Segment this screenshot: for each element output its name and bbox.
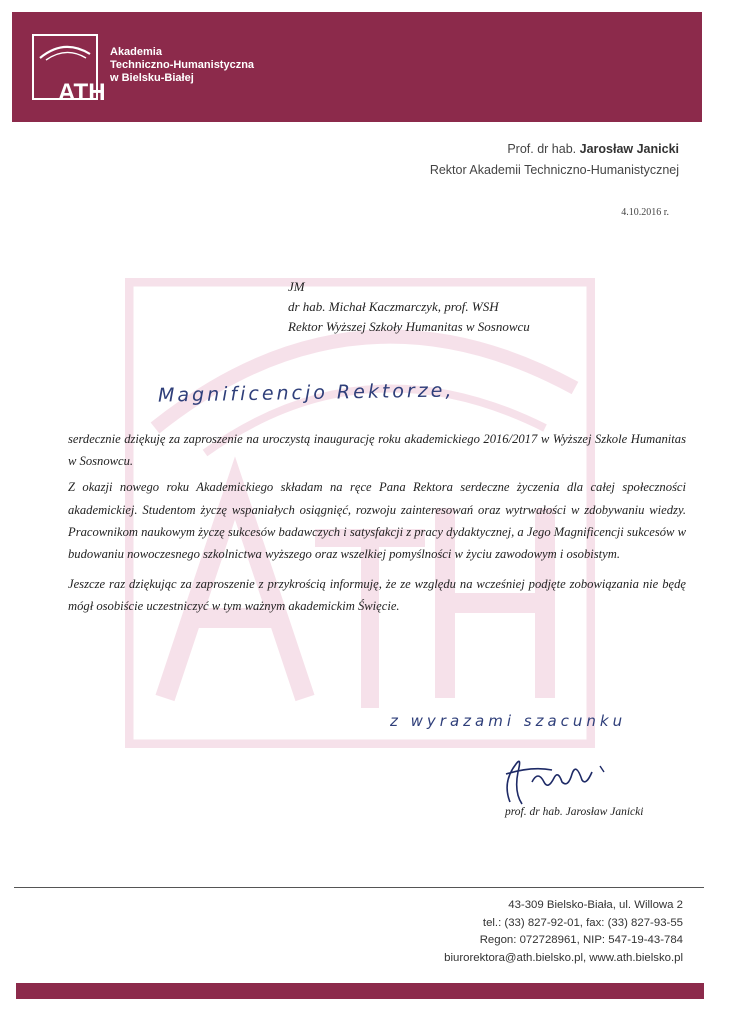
sender-title: Prof. dr hab. bbox=[507, 142, 577, 156]
recipient-line-1: JM bbox=[288, 279, 305, 294]
signature-name: prof. dr hab. Jarosław Janicki bbox=[505, 806, 644, 818]
handwritten-signature bbox=[492, 752, 622, 812]
handwritten-closing: z wyrazami szacunku bbox=[390, 712, 627, 730]
paragraph-3: Jeszcze raz dziękując za zaproszenie z przykrością informuję, że ze względu na wcześniej podjęte zobowiązania nie będę mógł osobiście uczestniczyć w tym ważnym akademickim Święcie. bbox=[68, 577, 686, 614]
footer-email-web: biurorektora@ath.bielsko.pl, www.ath.bielsko.pl bbox=[444, 951, 683, 964]
footer-phone: tel.: (33) 827-92-01, fax: (33) 827-93-55 bbox=[482, 916, 683, 929]
organization-name bbox=[110, 46, 254, 85]
letterhead-band bbox=[12, 12, 702, 122]
footer-divider bbox=[14, 887, 704, 888]
footer-address: 43-309 Bielsko-Biała, ul. Willowa 2 bbox=[508, 899, 683, 911]
footer-contact bbox=[444, 897, 683, 967]
sender-position: Rektor Akademii Techniczno-Humanistycznej bbox=[429, 163, 679, 177]
footer-band bbox=[16, 983, 704, 999]
sender-block bbox=[430, 139, 679, 181]
recipient-line-2: dr hab. Michał Kaczmarczyk, prof. WSH bbox=[288, 299, 499, 314]
recipient-block bbox=[288, 277, 530, 337]
paragraph-1: serdecznie dziękuję za zaproszenie na uroczystą inaugurację roku akademickiego 2016/2017 w Wyższej Szkole Humanitas w Sosnowcu. bbox=[68, 432, 686, 469]
footer-ids: Regon: 072728961, NIP: 547-19-43-784 bbox=[479, 934, 683, 946]
ath-logo bbox=[32, 34, 106, 106]
paragraph-2: Z okazji nowego roku Akademickiego składam na ręce Pana Rektora serdeczne życzenia dla całej społeczności akademickiej. Studentom życzę wspaniałych osiągnięć, rozwoju zainteresowań oraz wytrwałości w zdobywaniu wiedzy. Pracownikom naukowym życzę sukcesów badawczych i satysfakcji z pracy dydaktycznej, a Jego Magnificencji sukcesów w budowaniu nowoczesnego szkolnictwa wyższego oraz wszelkiej pomyślności w życiu zawodowym i osobistym. bbox=[68, 480, 686, 562]
letter-body bbox=[68, 428, 686, 626]
sender-name-line bbox=[430, 139, 679, 160]
letter-date: 4.10.2016 r. bbox=[621, 207, 669, 218]
org-line-3: w Bielsku-Białej bbox=[110, 72, 194, 84]
org-line-1: Akademia bbox=[110, 46, 162, 58]
recipient-line-3: Rektor Wyższej Szkoły Humanitas w Sosnowcu bbox=[288, 319, 530, 334]
org-line-2: Techniczno-Humanistyczna bbox=[110, 59, 255, 71]
handwritten-greeting: Magnificencjo Rektorze, bbox=[157, 379, 455, 407]
logo-letters: ATH bbox=[58, 79, 106, 106]
sender-name: Jarosław Janicki bbox=[579, 142, 679, 156]
